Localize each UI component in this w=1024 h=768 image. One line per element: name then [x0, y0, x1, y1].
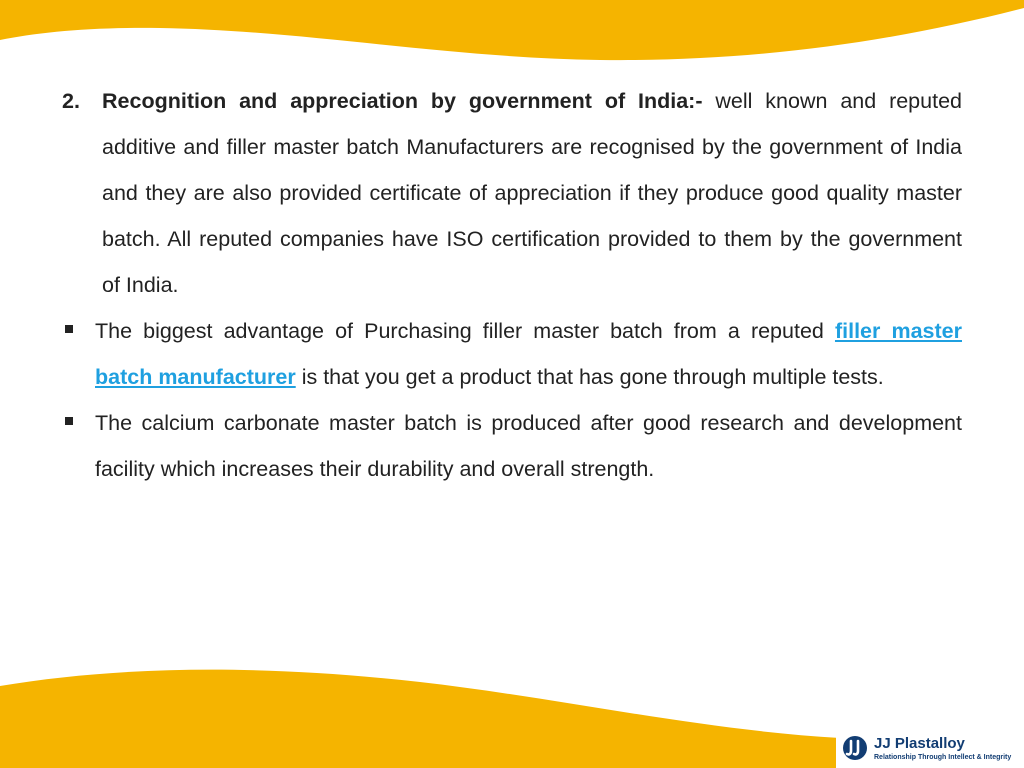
logo-text: [874, 736, 1011, 761]
item-heading: Recognition and appreciation by government of India:-: [102, 89, 703, 113]
slide-content: [62, 78, 962, 492]
bullet-icon: [65, 325, 73, 333]
jj-logo-icon: [842, 735, 868, 761]
logo-tagline: Relationship Through Intellect & Integrity: [874, 753, 1012, 761]
item-text-before: The biggest advantage of Purchasing filler master batch from a reputed: [95, 319, 835, 343]
item-text-after: is that you get a product that has gone through multiple tests.: [295, 365, 884, 389]
filler-masterbatch-link[interactable]: filler master batch manufacturer: [95, 319, 962, 389]
company-logo: [836, 728, 1024, 768]
logo-name: JJ Plastalloy: [874, 734, 965, 752]
item-number: 2.: [62, 89, 80, 113]
bullet-item: [62, 308, 962, 400]
numbered-item: [62, 78, 962, 308]
item-text: The calcium carbonate master batch is produced after good research and development facility which increases their durability and overall strength.: [95, 411, 962, 481]
bullet-item: [62, 400, 962, 492]
bullet-icon: [65, 417, 73, 425]
item-text: well known and reputed additive and filler master batch Manufacturers are recognised by the government of India and they are also provided certificate of appreciation if they produce good quality master batch. All reputed companies have ISO certification provided to them by the government of India.: [102, 89, 962, 297]
top-wave-decoration: [0, 0, 1024, 70]
